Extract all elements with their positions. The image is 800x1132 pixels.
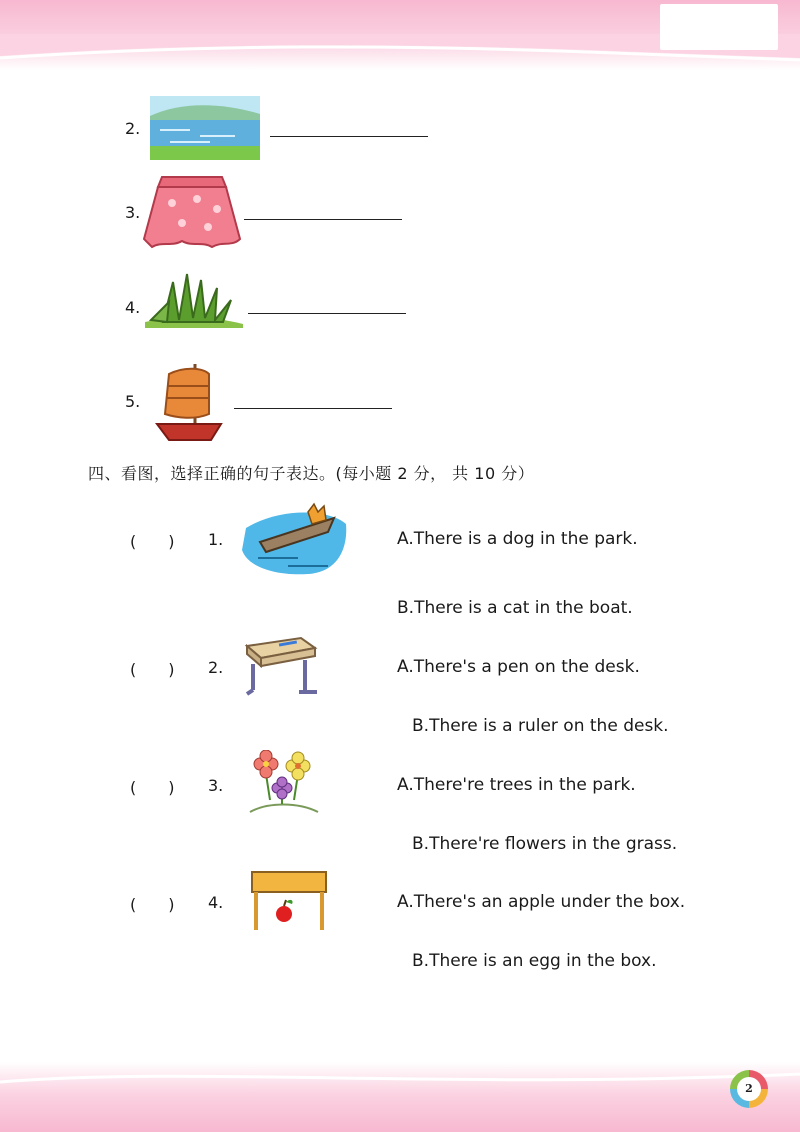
question-number: 4. bbox=[208, 893, 224, 912]
vocab-number: 2. bbox=[125, 119, 141, 138]
option-b[interactable]: B.There is a cat in the boat. bbox=[397, 598, 633, 618]
page-number-badge bbox=[730, 1070, 768, 1108]
answer-blank[interactable] bbox=[234, 408, 392, 409]
option-b[interactable]: B.There is a ruler on the desk. bbox=[412, 716, 669, 736]
question-number: 3. bbox=[208, 776, 224, 795]
answer-blank[interactable] bbox=[270, 136, 428, 137]
flowers-icon bbox=[248, 750, 320, 818]
question-number: 2. bbox=[208, 658, 224, 677]
answer-parentheses[interactable]: ( ) bbox=[130, 895, 175, 914]
answer-parentheses[interactable]: ( ) bbox=[130, 660, 175, 679]
answer-parentheses[interactable]: ( ) bbox=[130, 532, 175, 551]
header-white-box bbox=[660, 4, 778, 50]
option-b[interactable]: B.There is an egg in the box. bbox=[412, 951, 657, 971]
vocab-number: 3. bbox=[125, 203, 141, 222]
option-b[interactable]: B.There're flowers in the grass. bbox=[412, 834, 678, 854]
skirt-icon bbox=[142, 173, 242, 251]
section-title: 四、看图，选择正确的句子表达。(每小题 2 分， 共 10 分） bbox=[88, 464, 535, 483]
answer-parentheses[interactable]: ( ) bbox=[130, 778, 175, 797]
grass-icon bbox=[143, 272, 245, 330]
boat-icon bbox=[155, 360, 227, 442]
footer-wave bbox=[0, 1060, 800, 1100]
option-a[interactable]: A.There're trees in the park. bbox=[397, 775, 636, 795]
question-number: 1. bbox=[208, 530, 224, 549]
vocab-number: 5. bbox=[125, 392, 141, 411]
lake-icon bbox=[150, 96, 260, 160]
option-a[interactable]: A.There is a dog in the park. bbox=[397, 529, 638, 549]
table-apple-icon bbox=[250, 868, 328, 932]
page-number: 2 bbox=[737, 1077, 761, 1101]
answer-blank[interactable] bbox=[248, 313, 406, 314]
boat-cat-icon bbox=[238, 498, 350, 578]
option-a[interactable]: A.There's a pen on the desk. bbox=[397, 657, 640, 677]
desk-pen-icon bbox=[243, 634, 319, 698]
answer-blank[interactable] bbox=[244, 219, 402, 220]
option-a[interactable]: A.There's an apple under the box. bbox=[397, 892, 686, 912]
vocab-number: 4. bbox=[125, 298, 141, 317]
